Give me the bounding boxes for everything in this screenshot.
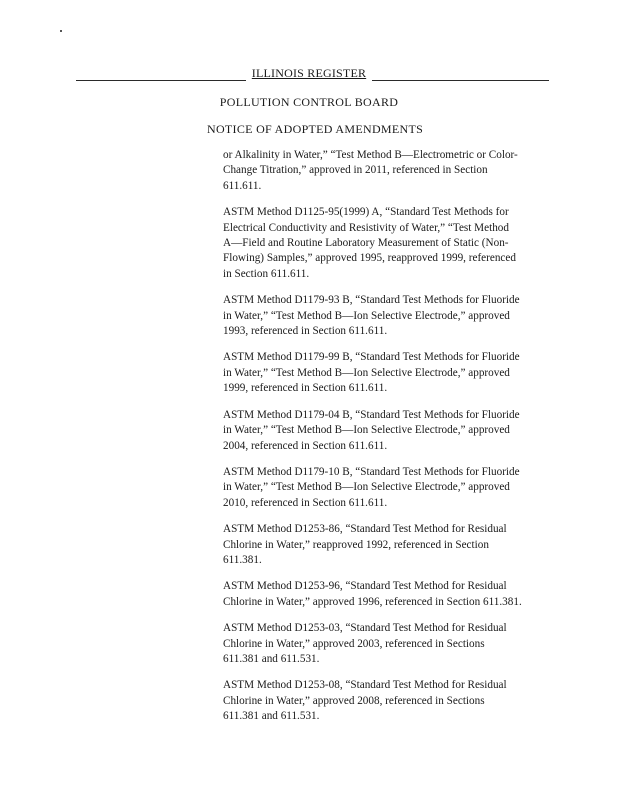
reference-entry <box>223 522 553 568</box>
reference-line: 611.611. <box>223 179 262 192</box>
reference-line: ASTM Method D1253-03, “Standard Test Method for Residual <box>223 622 507 635</box>
reference-line: ASTM Method D1253-96, “Standard Test Method for Residual <box>223 580 507 593</box>
reference-line: or Alkalinity in Water,” “Test Method B—Electrometric or Color- <box>223 149 518 161</box>
reference-entry <box>223 148 553 194</box>
notice-heading: NOTICE OF ADOPTED AMENDMENTS <box>207 122 424 136</box>
reference-line: in Water,” “Test Method B—Ion Selective Electrode,” approved <box>223 481 510 494</box>
reference-line: ASTM Method D1125-95(1999) A, “Standard Test Methods for <box>223 206 509 219</box>
reference-line: ASTM Method D1253-86, “Standard Test Method for Residual <box>223 523 507 536</box>
register-title: ILLINOIS REGISTER <box>251 66 367 80</box>
reference-line: Flowing) Samples,” approved 1995, reapproved 1999, referenced <box>223 252 516 265</box>
reference-line: ASTM Method D1179-93 B, “Standard Test Methods for Fluoride <box>223 294 520 307</box>
header-rule-left <box>76 80 246 81</box>
reference-line: Change Titration,” approved in 2011, referenced in Section <box>223 164 488 177</box>
reference-entry <box>223 621 553 667</box>
scan-speck <box>60 30 62 32</box>
reference-line: 611.381 and 611.531. <box>223 652 320 665</box>
reference-line: 611.381 and 611.531. <box>223 710 320 723</box>
reference-line: 1999, referenced in Section 611.611. <box>223 382 388 395</box>
reference-line: ASTM Method D1179-99 B, “Standard Test Methods for Fluoride <box>223 351 520 364</box>
reference-entry <box>223 350 553 396</box>
reference-line: Chlorine in Water,” reapproved 1992, referenced in Section <box>223 538 489 551</box>
reference-list <box>223 148 553 736</box>
board-name: POLLUTION CONTROL BOARD <box>219 95 399 109</box>
reference-entry <box>223 205 553 282</box>
reference-line: in Water,” “Test Method B—Ion Selective Electrode,” approved <box>223 366 510 379</box>
reference-line: ASTM Method D1179-10 B, “Standard Test Methods for Fluoride <box>223 465 520 478</box>
reference-line: Chlorine in Water,” approved 1996, referenced in Section 611.381. <box>223 595 522 608</box>
reference-line: in Water,” “Test Method B—Ion Selective Electrode,” approved <box>223 424 510 437</box>
reference-line: 2004, referenced in Section 611.611. <box>223 439 388 452</box>
reference-line: 2010, referenced in Section 611.611. <box>223 496 388 509</box>
header-rule-right <box>372 80 549 81</box>
reference-line: Electrical Conductivity and Resistivity of Water,” “Test Method <box>223 221 509 234</box>
reference-line: in Section 611.611. <box>223 267 310 280</box>
reference-entry <box>223 465 553 511</box>
reference-line: ASTM Method D1179-04 B, “Standard Test Methods for Fluoride <box>223 408 520 421</box>
reference-line: in Water,” “Test Method B—Ion Selective Electrode,” approved <box>223 309 510 322</box>
reference-line: ASTM Method D1253-08, “Standard Test Method for Residual <box>223 679 507 692</box>
reference-entry <box>223 293 553 339</box>
reference-line: Chlorine in Water,” approved 2003, referenced in Sections <box>223 637 485 650</box>
reference-line: 1993, referenced in Section 611.611. <box>223 325 388 338</box>
reference-entry <box>223 579 553 610</box>
reference-entry <box>223 678 553 724</box>
reference-entry <box>223 408 553 454</box>
reference-line: Chlorine in Water,” approved 2008, referenced in Sections <box>223 694 485 707</box>
reference-line: A—Field and Routine Laboratory Measurement of Static (Non- <box>223 237 509 250</box>
reference-line: 611.381. <box>223 553 262 566</box>
